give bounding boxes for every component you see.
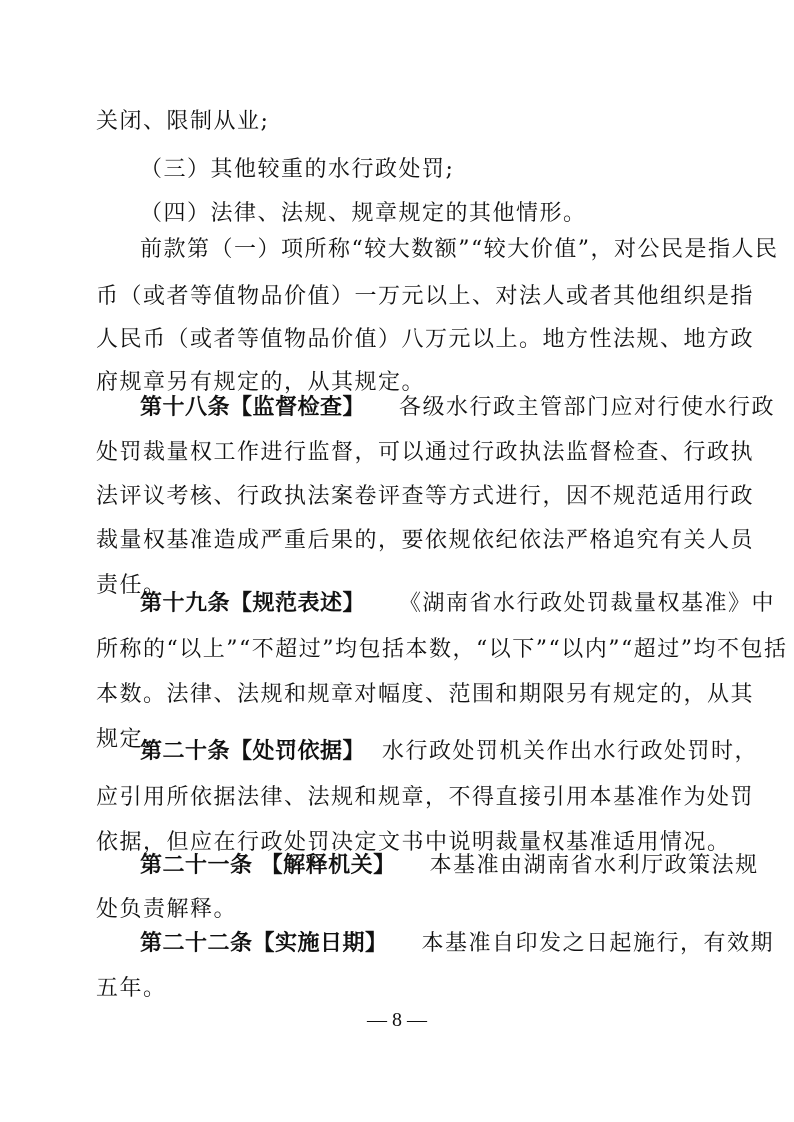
article-text: 水行政处罚机关作出水行政处罚时，: [382, 739, 759, 764]
paragraph-line: 责任。: [96, 573, 167, 598]
paragraph-line: 应引用所依据法律、法规和规章，不得直接引用本基准作为处罚: [96, 785, 755, 810]
paragraph-line: 依据，但应在行政处罚决定文书中说明裁量权基准适用情况。: [96, 830, 731, 855]
article-text: 各级水行政主管部门应对行使水行政: [399, 395, 776, 420]
page-number: — 8 —: [367, 1009, 427, 1031]
article-text: 本基准由湖南省水利厅政策法规: [429, 853, 759, 878]
paragraph-line: 前款第（一）项所称“较大数额”“较大价值”，对公民是指人民: [140, 237, 779, 262]
paragraph-line: 币（或者等值物品价值）一万元以上、对法人或者其他组织是指: [96, 284, 755, 309]
paragraph-line: 关闭、限制从业;: [96, 109, 270, 134]
article-22-line: [140, 929, 775, 959]
paragraph-line: （四）法律、法规、规章规定的其他情形。: [140, 201, 587, 226]
paragraph-line: 府规章另有规定的，从其规定。: [96, 370, 426, 395]
paragraph-line: （三）其他较重的水行政处罚;: [140, 157, 455, 182]
paragraph-line: 五年。: [96, 976, 167, 1001]
article-heading: 第二十二条【实施日期】: [140, 931, 388, 956]
article-heading: 第二十条【处罚依据】: [140, 739, 366, 764]
paragraph-line: 规定。: [96, 727, 167, 752]
paragraph-line: 裁量权基准造成严重后果的，要依规依纪依法严格追究有关人员: [96, 528, 755, 553]
paragraph-line: 人民币（或者等值物品价值）八万元以上。地方性法规、地方政: [96, 327, 755, 352]
article-heading: 第十八条【监督检查】: [140, 395, 366, 420]
article-18-line: [140, 393, 776, 423]
article-21-line: [140, 851, 759, 881]
article-text: 本基准自印发之日起施行，有效期: [421, 931, 775, 956]
article-heading: 第二十一条 【解释机关】: [140, 853, 396, 878]
paragraph-line: 法评议考核、行政执法案卷评查等方式进行，因不规范适用行政: [96, 484, 755, 509]
paragraph-line: 所称的“以上”“不超过”均包括本数，“以下”“以内”“超过”均不包括: [96, 637, 788, 662]
paragraph-line: 处负责解释。: [96, 897, 238, 922]
paragraph-line: 处罚裁量权工作进行监督，可以通过行政执法监督检查、行政执: [96, 440, 755, 465]
article-text: 《湖南省水行政处罚裁量权基准》中: [399, 591, 776, 616]
paragraph-line: 本数。法律、法规和规章对幅度、范围和期限另有规定的，从其: [96, 682, 755, 707]
article-19-line: [140, 589, 776, 619]
article-heading: 第十九条【规范表述】: [140, 591, 366, 616]
article-20-line: [140, 737, 759, 767]
